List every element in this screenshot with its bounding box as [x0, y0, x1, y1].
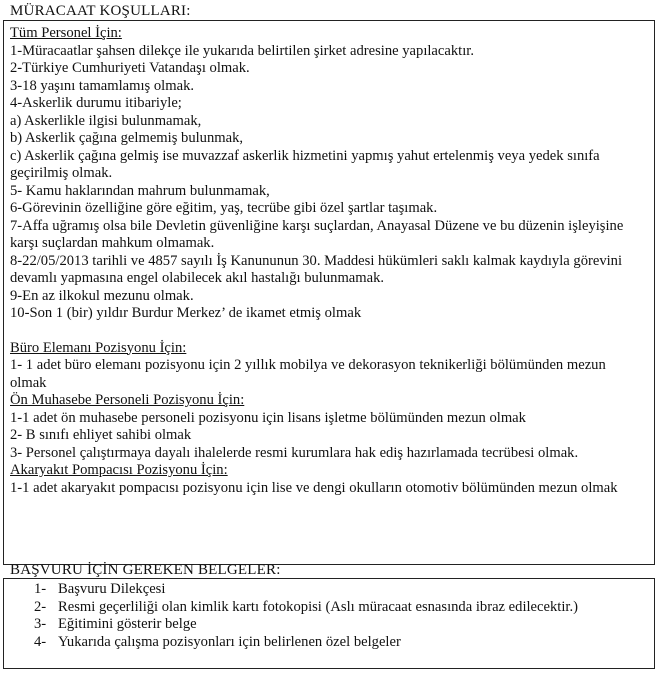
general-title: Tüm Personel İçin:	[10, 25, 122, 41]
general-condition: 2-Türkiye Cumhuriyeti Vatandaşı olmak.	[10, 60, 250, 76]
office-title: Büro Elemanı Pozisyonu İçin:	[10, 339, 187, 356]
documents-box	[3, 578, 655, 669]
general-condition: 8-22/05/2013 tarihli ve 4857 sayılı İş Kanununun 30. Maddesi hükümleri saklı kalmak kaydıyla görevini devamlı yapmasına engel olabilecek akıl hastalığı bulunmamak.	[10, 252, 623, 286]
document-number: 1-	[34, 581, 47, 597]
general-condition: b) Askerlik çağına gelmemiş bulunmak,	[10, 130, 244, 146]
general-condition: 9-En az ilkokul mezunu olmak.	[10, 287, 194, 304]
general-condition: a) Askerlikle ilgisi bulunmamak,	[10, 112, 202, 129]
general-condition: 6-Görevinin özelliğine göre eğitim, yaş, tecrübe gibi özel şartlar taşımak.	[10, 200, 438, 216]
fuel-title: Akaryakıt Pompacısı Pozisyonu İçin:	[10, 462, 228, 478]
accounting-title: Ön Muhasebe Personeli Pozisyonu İçin:	[10, 392, 245, 408]
general-condition: 10-Son 1 (bir) yıldır Burdur Merkez’ de ikamet etmiş olmak	[10, 305, 362, 321]
documents-heading: BAŞVURU İÇİN GEREKEN BELGELER:	[10, 562, 281, 578]
document-text: Eğitimini gösterir belge	[58, 616, 197, 632]
conditions-box	[3, 20, 655, 565]
accounting-condition: 1-1 adet ön muhasebe personeli pozisyonu için lisans işletme bölümünden mezun olmak	[10, 409, 526, 426]
document-item	[34, 634, 650, 652]
document-text: Resmi geçerliliği olan kimlik kartı fotokopisi (Aslı müracaat esnasında ibraz edilecektir.)	[58, 598, 578, 615]
fuel-condition: 1-1 adet akaryakıt pompacısı pozisyonu için lise ve dengi okulların otomotiv bölümünden mezun olmak	[10, 479, 618, 496]
general-condition: 1-Müracaatlar şahsen dilekçe ile yukarıda belirtilen şirket adresine yapılacaktır.	[10, 42, 474, 59]
document-text: Başvuru Dilekçesi	[58, 581, 166, 597]
document-number: 3-	[34, 616, 47, 632]
document-item	[34, 616, 650, 634]
document-text: Yukarıda çalışma pozisyonları için belirlenen özel belgeler	[58, 633, 401, 650]
spacer	[10, 323, 650, 340]
conditions-heading: MÜRACAAT KOŞULLARI:	[10, 3, 191, 19]
general-condition: 7-Affa uğramış olsa bile Devletin güvenliğine karşı suçlardan, Anayasal Düzene ve bu düzenin işleyişine karşı suçlardan mahkum olmamak.	[10, 217, 624, 251]
document-number: 4-	[34, 633, 47, 650]
accounting-condition: 3- Personel çalıştırmaya dayalı ihalelerde resmi kurumlara hak ediş hazırlamada tecrübesi olmak.	[10, 444, 579, 461]
document-item	[34, 581, 650, 599]
general-condition: 4-Askerlik durumu itibariyle;	[10, 95, 182, 111]
document-item	[34, 599, 650, 617]
general-condition: 5- Kamu haklarından mahrum bulunmamak,	[10, 182, 270, 199]
general-condition: 3-18 yaşını tamamlamış olmak.	[10, 77, 195, 94]
office-condition: 1- 1 adet büro elemanı pozisyonu için 2 yıllık mobilya ve dekorasyon teknikerliği bölümünden mezun olmak	[10, 357, 606, 391]
general-condition: c) Askerlik çağına gelmiş ise muvazzaf askerlik hizmetini yapmış yahut ertelenmiş veya yedek sınıfa geçirilmiş olmak.	[10, 147, 600, 181]
accounting-condition: 2- B sınıfı ehliyet sahibi olmak	[10, 427, 192, 443]
document-number: 2-	[34, 598, 47, 615]
